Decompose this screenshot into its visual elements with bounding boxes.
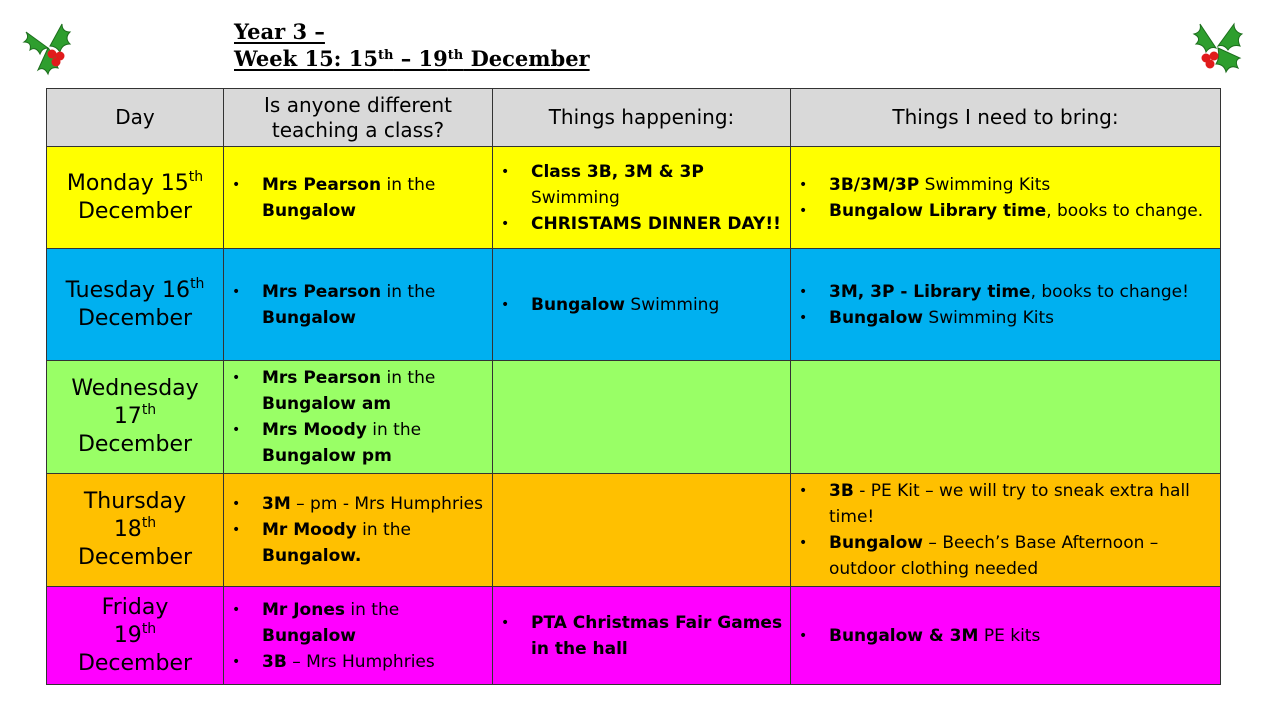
list-item (829, 198, 1214, 224)
bold-text: Bungalow Library time (829, 200, 1047, 221)
column-header-bring: Things I need to bring: (791, 89, 1221, 147)
bold-text: Mr Moody (262, 520, 357, 540)
item-text: December (463, 46, 590, 71)
list-item (262, 491, 486, 517)
happening-cell-monday (493, 147, 791, 249)
weekly-schedule-table (46, 88, 1221, 685)
item-text: – pm - Mrs Humphries (290, 494, 483, 514)
item-text: December (77, 650, 193, 676)
item-text: December (77, 545, 193, 570)
bold-text: Bungalow (262, 307, 357, 328)
list-item (829, 623, 1214, 649)
bold-text: Bungalow (829, 307, 924, 328)
item-text: – 19 (393, 46, 448, 71)
bold-text: Bungalow. (262, 546, 362, 566)
teacher-cell-thursday (224, 474, 493, 587)
item-text: Week 15: 15 (234, 46, 378, 71)
list-item (262, 279, 486, 331)
teacher-cell-monday (224, 147, 493, 249)
teacher-cell-friday (224, 587, 493, 685)
bold-text: Mr Jones (262, 599, 345, 620)
list-item (829, 279, 1214, 305)
item-text: Wednesday (71, 376, 199, 401)
bold-text: Bungalow (262, 625, 357, 646)
happening-cell-thursday (493, 474, 791, 587)
teacher-cell-wednesday (224, 361, 493, 474)
list-item (262, 597, 486, 649)
bold-text: Bungalow am (262, 394, 392, 414)
list-item (531, 292, 784, 318)
item-text: 18 (113, 517, 142, 542)
text: th (141, 515, 157, 531)
bold-text: Bungalow (531, 294, 626, 315)
text: th (141, 620, 157, 637)
item-text: in the (366, 420, 422, 440)
item-text: , books to change! (1030, 281, 1189, 302)
text: th (377, 48, 394, 63)
text: th (190, 275, 205, 292)
item-text: December (77, 305, 193, 331)
bold-text: Bungalow pm (262, 446, 392, 466)
day-cell-wednesday (47, 361, 224, 474)
table-row-friday (47, 587, 1221, 685)
table-row-tuesday (47, 249, 1221, 361)
item-text: , books to change. (1046, 200, 1204, 221)
list-item (531, 610, 784, 662)
title-year: Year 3 – (234, 19, 325, 44)
list-item (262, 365, 486, 417)
item-text: – Beech’s Base Afternoon – outdoor clothing needed (829, 533, 1159, 579)
bold-text: Mrs Pearson (262, 281, 382, 302)
bold-text: 3M, 3P - Library time (829, 281, 1031, 302)
item-text: Swimming (531, 187, 620, 208)
list-item (531, 211, 784, 237)
list-item (829, 305, 1214, 331)
column-header-teacher: Is anyone different teaching a class? (224, 89, 493, 147)
item-text: Friday (101, 594, 169, 620)
column-header-happening: Things happening: (493, 89, 791, 147)
text: th (447, 48, 464, 63)
bold-text: Mrs Pearson (262, 368, 382, 388)
bring-cell-thursday (791, 474, 1221, 587)
item-text: 19 (113, 622, 142, 648)
day-cell-friday (47, 587, 224, 685)
item-text: – Mrs Humphries (286, 651, 435, 672)
bold-text: 3B/3M/3P (829, 174, 920, 195)
bold-text: Mrs Pearson (262, 174, 382, 195)
item-text: Swimming Kits (923, 307, 1055, 328)
list-item (262, 172, 486, 224)
happening-cell-friday (493, 587, 791, 685)
table-row-wednesday (47, 361, 1221, 474)
item-text: - PE Kit – we will try to sneak extra hall time! (829, 481, 1190, 527)
bold-text: Bungalow (262, 200, 357, 221)
table-row-monday (47, 147, 1221, 249)
item-text: Monday 15 (66, 170, 189, 196)
list-item (262, 649, 486, 675)
list-item (531, 159, 784, 211)
item-text: December (77, 198, 193, 224)
list-item (262, 517, 486, 569)
list-item (262, 417, 486, 469)
item-text: 17 (113, 404, 142, 429)
list-item (829, 172, 1214, 198)
day-cell-thursday (47, 474, 224, 587)
bold-text: CHRISTAMS DINNER DAY!! (531, 213, 781, 234)
item-text: in the (344, 599, 400, 620)
bold-text: 3M (262, 494, 291, 514)
bold-text: Mrs Moody (262, 420, 367, 440)
item-text: December (77, 432, 193, 457)
item-text: in the (381, 281, 436, 302)
table-row-thursday (47, 474, 1221, 587)
header-row (47, 89, 1221, 147)
bring-cell-friday (791, 587, 1221, 685)
item-text: Tuesday 16 (65, 277, 191, 303)
bold-text: 3B (829, 481, 854, 501)
bring-cell-tuesday (791, 249, 1221, 361)
bold-text: PTA Christmas Fair Games in the hall (531, 612, 783, 659)
bold-text: Bungalow & 3M (829, 625, 979, 646)
bring-cell-monday (791, 147, 1221, 249)
teacher-cell-tuesday (224, 249, 493, 361)
text: th (188, 168, 204, 185)
item-text: in the (381, 368, 436, 388)
text: th (141, 402, 157, 418)
bold-text: 3B (262, 651, 287, 672)
title-week (234, 45, 590, 72)
bring-cell-wednesday (791, 361, 1221, 474)
item-text: PE kits (978, 625, 1041, 646)
happening-cell-wednesday (493, 361, 791, 474)
day-cell-monday (47, 147, 224, 249)
day-cell-tuesday (47, 249, 224, 361)
page-title (234, 18, 590, 72)
happening-cell-tuesday (493, 249, 791, 361)
holly-icon (1190, 18, 1246, 78)
item-text: Swimming (625, 294, 720, 315)
bold-text: Bungalow (829, 533, 924, 553)
bold-text: Class 3B, 3M & 3P (531, 161, 704, 182)
item-text: Swimming Kits (919, 174, 1051, 195)
column-header-day: Day (47, 89, 224, 147)
item-text: in the (381, 174, 436, 195)
holly-icon (20, 18, 76, 78)
item-text: Thursday (83, 489, 187, 514)
list-item (829, 478, 1214, 530)
item-text: in the (356, 520, 411, 540)
list-item (829, 530, 1214, 582)
